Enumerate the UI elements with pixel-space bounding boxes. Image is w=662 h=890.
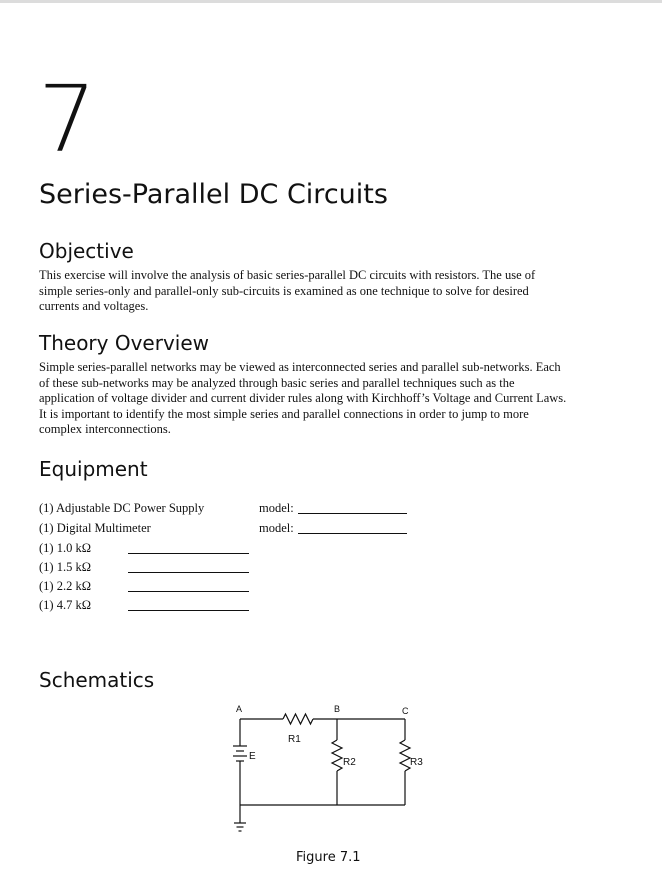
chapter-title: Series-Parallel DC Circuits xyxy=(39,179,388,210)
figure-caption: Figure 7.1 xyxy=(296,850,361,865)
chapter-number: 7 xyxy=(38,66,97,173)
resistor-label-r1: R1 xyxy=(288,734,301,745)
objective-line: This exercise will involve the analysis of basic series-parallel DC circuits with resistors. The use of xyxy=(39,268,536,282)
equipment-item: (1) 4.7 kΩ xyxy=(39,598,91,612)
objective-line: currents and voltages. xyxy=(39,299,149,313)
resistor-r1-symbol xyxy=(283,714,313,724)
theory-heading: Theory Overview xyxy=(39,331,210,355)
theory-line: of these sub-networks may be analyzed through basic series and parallel techniques such as the xyxy=(39,375,515,390)
theory-paragraph xyxy=(39,360,624,438)
theory-line: It is important to identify the most simple series and parallel connections in order to jump to more xyxy=(39,406,529,421)
model-blank-line[interactable] xyxy=(298,533,407,534)
source-label-e: E xyxy=(249,751,256,762)
model-field-label: model: xyxy=(259,521,294,535)
equipment-item: (1) Adjustable DC Power Supply xyxy=(39,501,205,515)
theory-line: application of voltage divider and current divider rules along with Kirchhoff’s Voltage and Current Laws. xyxy=(39,391,567,405)
model-blank-line[interactable] xyxy=(298,513,407,514)
schematics-heading: Schematics xyxy=(39,668,155,692)
equipment-item: (1) 1.0 kΩ xyxy=(39,541,91,555)
top-rule xyxy=(0,0,662,3)
objective-line: simple series-only and parallel-only sub-circuits is examined as one technique to solve for desired xyxy=(39,283,529,298)
resistor-r2-symbol xyxy=(332,740,342,771)
resistor-r3-symbol xyxy=(400,740,410,771)
model-field-label: model: xyxy=(259,501,294,515)
equipment-item: (1) Digital Multimeter xyxy=(39,521,151,535)
resistor-label-r2: R2 xyxy=(343,757,356,768)
objective-paragraph xyxy=(39,268,624,315)
node-label-b: B xyxy=(334,704,341,714)
resistor-blank-line[interactable] xyxy=(128,591,249,592)
resistor-label-r3: R3 xyxy=(410,757,423,768)
equipment-item: (1) 2.2 kΩ xyxy=(39,579,91,593)
node-label-c: C xyxy=(402,706,409,716)
node-label-a: A xyxy=(236,704,243,714)
resistor-blank-line[interactable] xyxy=(128,553,249,554)
equipment-heading: Equipment xyxy=(39,457,148,481)
theory-line: complex interconnections. xyxy=(39,422,171,436)
resistor-blank-line[interactable] xyxy=(128,572,249,573)
resistor-blank-line[interactable] xyxy=(128,610,249,611)
objective-heading: Objective xyxy=(39,239,134,263)
theory-line: Simple series-parallel networks may be viewed as interconnected series and parallel sub-networks. Each xyxy=(39,360,561,374)
equipment-item: (1) 1.5 kΩ xyxy=(39,560,91,574)
